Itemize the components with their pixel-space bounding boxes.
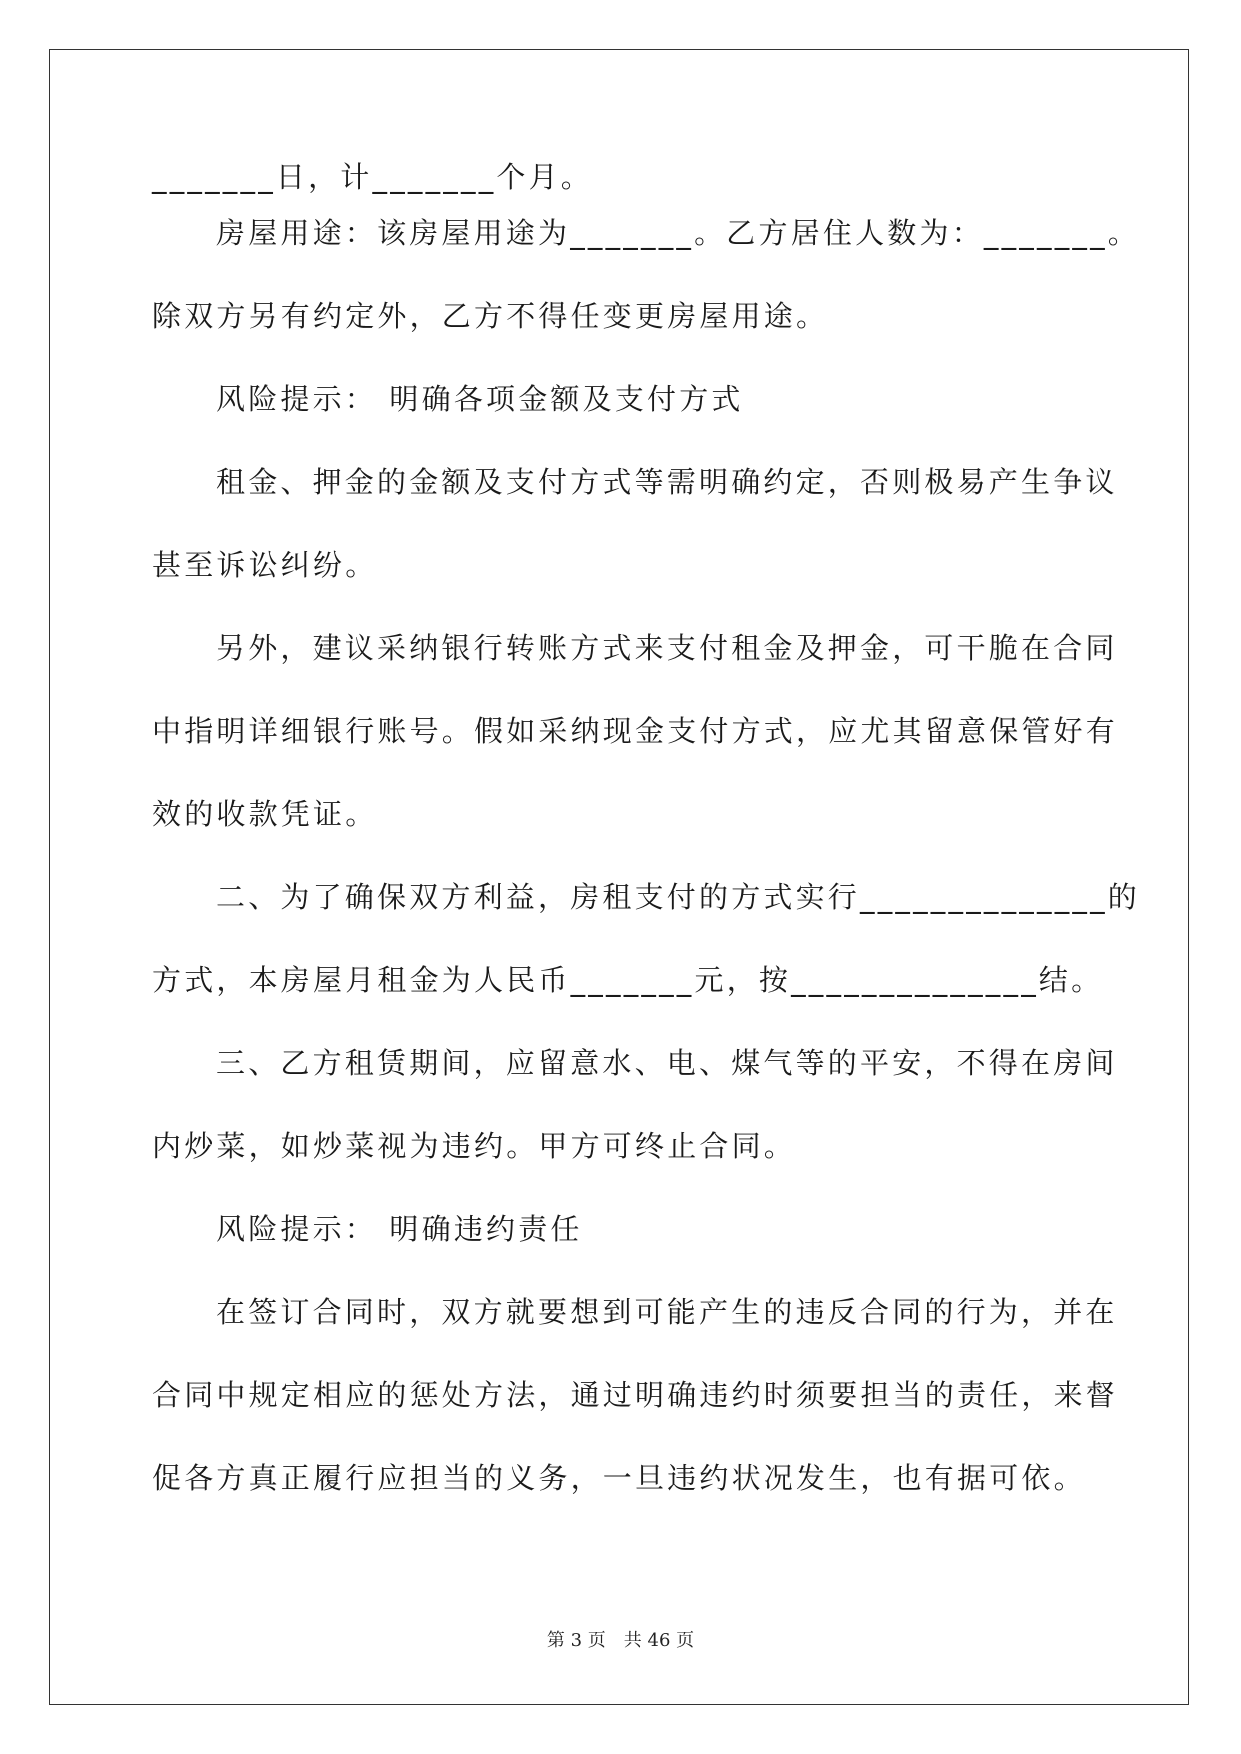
paragraph-line: 房屋用途：该房屋用途为_______。乙方居住人数为：_______。 (216, 216, 1141, 250)
paragraph-line: 甚至诉讼纠纷。 (152, 548, 378, 582)
clause-three-line: 三、乙方租赁期间，应留意水、电、煤气等的平安，不得在房间 (216, 1046, 1118, 1080)
paragraph-line: 租金、押金的金额及支付方式等需明确约定，否则极易产生争议 (216, 465, 1118, 499)
document-body (152, 160, 1141, 1520)
clause-two-line: 二、为了确保双方利益，房租支付的方式实行______________的 (216, 880, 1141, 914)
paragraph-line: 合同中规定相应的惩处方法，通过明确违约时须要担当的责任，来督 (152, 1378, 1119, 1412)
paragraph-line: 中指明详细银行账号。假如采纳现金支付方式，应尤其留意保管好有 (152, 714, 1119, 748)
clause-two-line: 方式，本房屋月租金为人民币_______元，按______________结。 (152, 963, 1104, 997)
paragraph-line: 效的收款凭证。 (152, 797, 378, 831)
paragraph-line: 促各方真正履行应担当的义务，一旦违约状况发生，也有据可依。 (152, 1461, 1086, 1495)
page-number: 第 3 页 共 46 页 (546, 1630, 695, 1651)
paragraph-line: _______日，计_______个月。 (152, 160, 594, 194)
paragraph-line: 在签订合同时，双方就要想到可能产生的违反合同的行为，并在 (216, 1295, 1118, 1329)
risk-tip-heading: 风险提示： 明确违约责任 (216, 1212, 583, 1246)
paragraph-line: 除双方另有约定外，乙方不得任变更房屋用途。 (152, 299, 829, 333)
clause-three-line: 内炒菜，如炒菜视为违约。甲方可终止合同。 (152, 1129, 797, 1163)
risk-tip-heading: 风险提示： 明确各项金额及支付方式 (216, 382, 744, 416)
paragraph-line: 另外，建议采纳银行转账方式来支付租金及押金，可干脆在合同 (216, 631, 1118, 665)
